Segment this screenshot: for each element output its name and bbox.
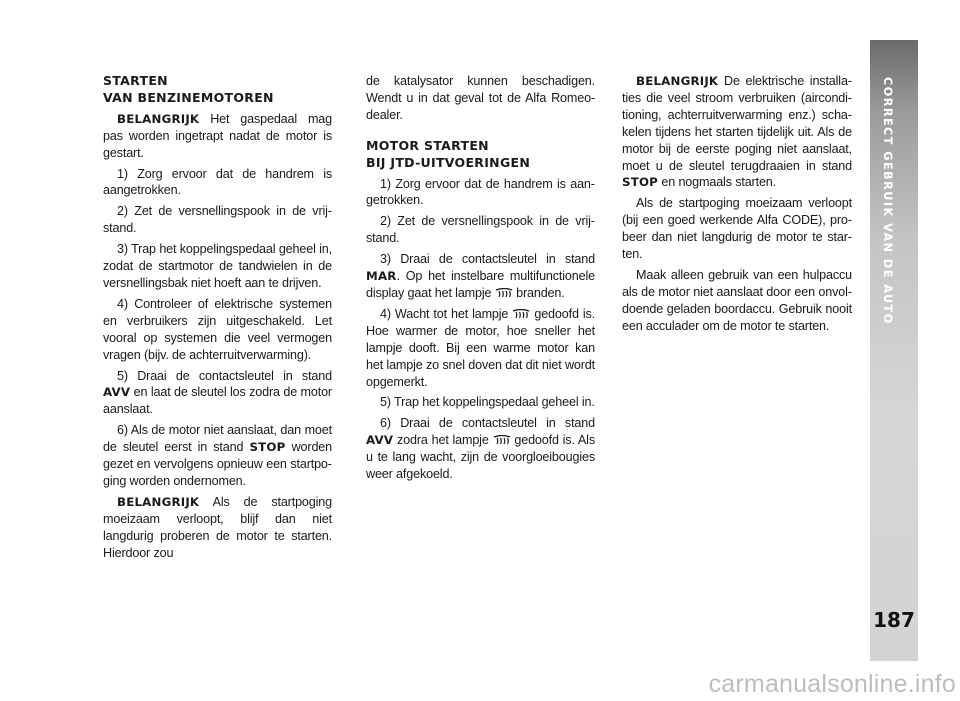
paragraph: de katalysator kunnen beschadigen. Wendt u in dat geval tot de Alfa Romeo-dealer.	[366, 74, 595, 122]
paragraph	[366, 306, 595, 391]
paragraph: 2) Zet de versnellingspook in de vrijstand.	[103, 204, 332, 236]
page-number: 187	[873, 608, 915, 632]
keyword-mar: MAR	[366, 269, 397, 284]
keyword-belangrijk: BELANGRIJK	[636, 74, 719, 88]
keyword-avv: AVV	[103, 385, 131, 400]
paragraph	[103, 422, 332, 490]
paragraph: Als de startpoging moeizaam verloopt (bij een goed werkende Alfa CODE), probeer dan niet langdurig de motor te starten.	[622, 196, 852, 262]
heading-line-1: MOTOR STARTEN	[366, 137, 489, 153]
paragraph-text: De elektrische installaties die veel stroom verbruiken (airconditioning, achterruitverwarming enz.) schakelen tijdens het starten tijdelijk uit. Als de motor bij de eerste poging niet aanslaat, moet u de sleutel terugdraaien in stand	[622, 74, 852, 173]
paragraph: 1) Zorg ervoor dat de handrem is aangetrokken.	[366, 176, 595, 208]
heading-line-2: BIJ JTD-UITVOERINGEN	[366, 154, 531, 170]
paragraph-text: 5) Draai de contactsleutel in stand	[117, 368, 332, 383]
keyword-belangrijk: BELANGRIJK	[117, 111, 200, 126]
keyword-belangrijk: BELANGRIJK	[117, 494, 200, 509]
paragraph-text: en laat de sleutel los zodra de motor aanslaat.	[103, 385, 332, 417]
heading-line-1: STARTEN	[103, 73, 168, 88]
watermark: carmanualsonline.info	[708, 670, 956, 698]
paragraph	[366, 415, 595, 483]
glow-plug-icon	[512, 309, 530, 319]
paragraph-text: gedoofd is. Hoe warmer de motor, hoe sneller het lampje dooft. Bij een warme motor kan het lampje zo snel doven dat dit niet wordt opgemerkt.	[366, 306, 595, 389]
section-heading-petrol	[103, 73, 332, 107]
paragraph	[103, 368, 332, 419]
chapter-title: CORRECT GEBRUIK VAN DE AUTO	[881, 77, 894, 325]
paragraph-text: 4) Wacht tot het lampje	[380, 306, 509, 321]
paragraph: Maak alleen gebruik van een hulpaccu als de motor niet aanslaat door een onvoldoende geladen boordaccu. Gebruik nooit een acculader om de motor te starten.	[622, 267, 852, 333]
keyword-avv: AVV	[366, 433, 394, 448]
paragraph-text: 6) Als de motor niet aanslaat, dan moet de sleutel eerst in stand	[103, 423, 332, 455]
paragraph-text: branden.	[516, 285, 565, 300]
paragraph-text: Het gaspedaal mag pas worden ingetrapt nadat de motor is gestart.	[103, 111, 332, 160]
paragraph-text: . Op het instelbare multifunctionele display gaat het lampje	[366, 269, 595, 300]
paragraph	[622, 73, 852, 191]
chapter-sidebar	[870, 40, 918, 661]
paragraph	[366, 251, 595, 302]
heading-line-2: VAN BENZINEMOTOREN	[103, 89, 274, 105]
keyword-stop: STOP	[249, 440, 286, 455]
paragraph: 5) Trap het koppelingspedaal geheel in.	[380, 395, 595, 410]
paragraph: 4) Controleer of elektrische systemen en verbruikers zijn uitgeschakeld. Let vooral op systemen die veel vermogen vragen (bijv. de achterruitverwarming).	[103, 296, 332, 362]
paragraph-text: Als de startpoging moeizaam verloopt, blijf dan niet langdurig proberen de motor te starten. Hierdoor zou	[103, 494, 332, 560]
paragraph: 2) Zet de versnellingspook in de vrijstand.	[366, 214, 595, 246]
text-column-3	[622, 73, 852, 339]
paragraph-text: en nogmaals starten.	[661, 175, 777, 190]
keyword-stop: STOP	[622, 175, 659, 190]
paragraph	[103, 494, 332, 562]
text-column-2	[366, 73, 595, 487]
glow-plug-icon	[493, 435, 511, 445]
paragraph-text: 6) Draai de contactsleutel in stand	[380, 416, 595, 431]
paragraph	[103, 111, 332, 162]
paragraph: 1) Zorg ervoor dat de handrem is aangetrokken.	[103, 166, 332, 198]
paragraph: 3) Trap het koppelingspedaal geheel in, zodat de startmotor de tandwielen in de versnellingsbak niet hoeft aan te drijven.	[103, 242, 332, 290]
section-heading-jtd	[366, 138, 595, 172]
paragraph-text: gedoofd is. Als u te lang wacht, zijn de voorgloeibougies weer afgekoeld.	[366, 433, 595, 482]
paragraph-text: zodra het lampje	[397, 433, 489, 448]
paragraph-text: worden gezet en vervolgens opnieuw een startpoging worden ondernomen.	[103, 440, 333, 488]
glow-plug-icon	[495, 288, 513, 298]
paragraph-text: 3) Draai de contactsleutel in stand	[380, 252, 595, 267]
text-column-1	[103, 73, 332, 565]
